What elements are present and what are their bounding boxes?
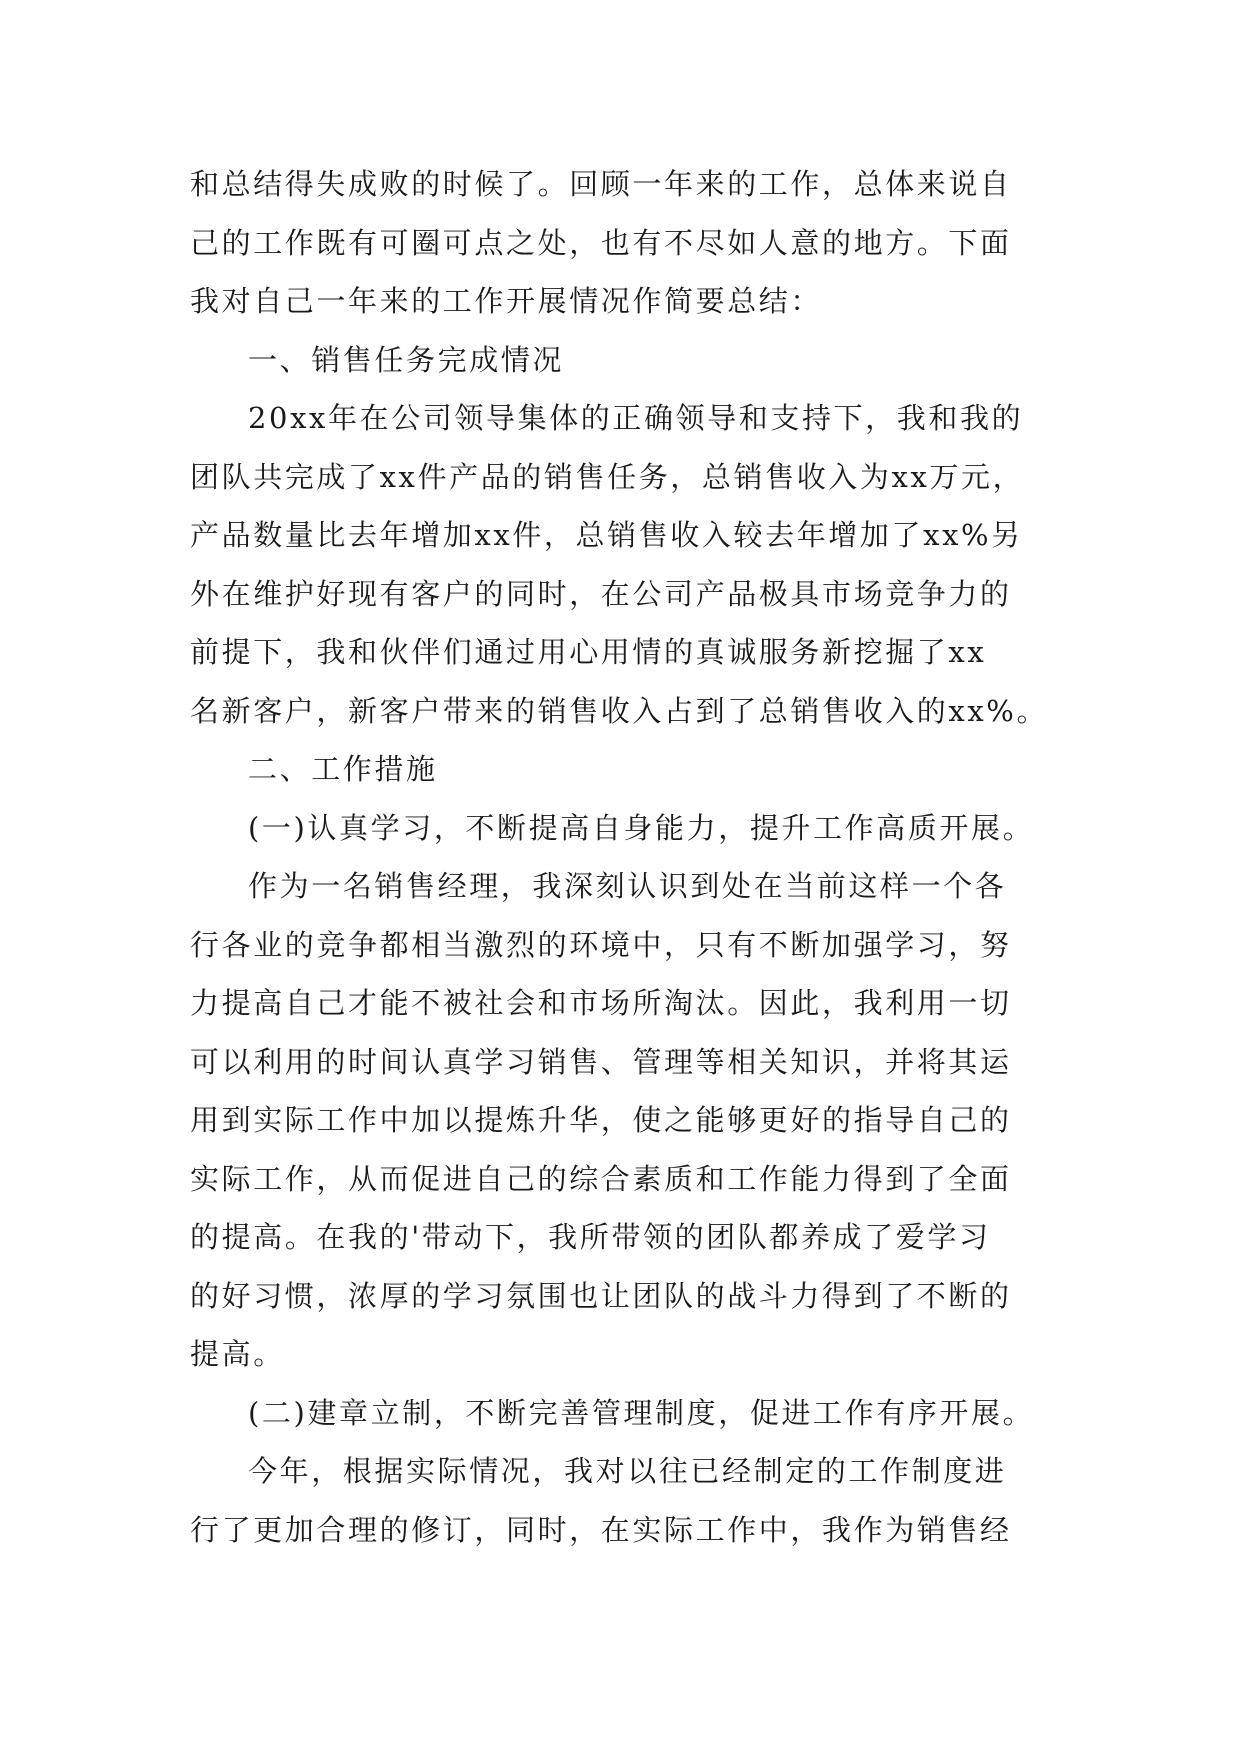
- text-line: 可以利用的时间认真学习销售、管理等相关知识，并将其运: [190, 1044, 1012, 1079]
- text-line: 和总结得失成败的时候了。回顾一年来的工作，总体来说自: [190, 167, 1012, 201]
- text-line: 团队共完成了xx件产品的销售任务，总销售收入为xx万元，: [190, 459, 1025, 494]
- subsection-heading-study: (一)认真学习，不断提高自身能力，提升工作高质开展。: [248, 810, 1035, 845]
- text-line: 实际工作，从而促进自己的综合素质和工作能力得到了全面: [190, 1161, 1012, 1196]
- text-line: 我对自己一年来的工作开展情况作简要总结：: [190, 284, 823, 318]
- text-line: 前提下，我和伙伴们通过用心用情的真诚服务新挖掘了xx: [190, 635, 987, 669]
- text-line: 提高。: [190, 1337, 285, 1371]
- text-line: 行了更加合理的修订，同时，在实际工作中，我作为销售经: [190, 1512, 1012, 1547]
- text-line: 力提高自己才能不被社会和市场所淘汰。因此，我利用一切: [190, 986, 1012, 1020]
- text-line: 的好习惯，浓厚的学习氛围也让团队的战斗力得到了不断的: [190, 1278, 1012, 1313]
- document-body: [190, 155, 1050, 1559]
- text-line: 作为一名销售经理，我深刻认识到处在当前这样一个各: [248, 869, 1007, 903]
- section-heading-work-measures: 二、工作措施: [248, 752, 438, 786]
- text-line: 行各业的竞争都相当激烈的环境中，只有不断加强学习，努: [190, 927, 1012, 962]
- text-line: 己的工作既有可圈可点之处，也有不尽如人意的地方。下面: [190, 225, 1012, 260]
- section-heading-sales-tasks: 一、销售任务完成情况: [248, 342, 565, 377]
- text-line: 产品数量比去年增加xx件，总销售收入较去年增加了xx%另: [190, 518, 1023, 552]
- text-line: 外在维护好现有客户的同时，在公司产品极具市场竞争力的: [190, 576, 1012, 611]
- text-line: 名新客户，新客户带来的销售收入占到了总销售收入的xx%。: [190, 693, 1049, 728]
- subsection-heading-regulations: (二)建章立制，不断完善管理制度，促进工作有序开展。: [248, 1395, 1035, 1430]
- text-line: 用到实际工作中加以提炼升华，使之能够更好的指导自己的: [190, 1103, 1012, 1137]
- text-line: 今年，根据实际情况，我对以往已经制定的工作制度进: [248, 1454, 1007, 1488]
- text-line: 的提高。在我的'带动下，我所带领的团队都养成了爱学习: [190, 1220, 991, 1254]
- text-line: 20xx年在公司领导集体的正确领导和支持下，我和我的: [248, 401, 1024, 435]
